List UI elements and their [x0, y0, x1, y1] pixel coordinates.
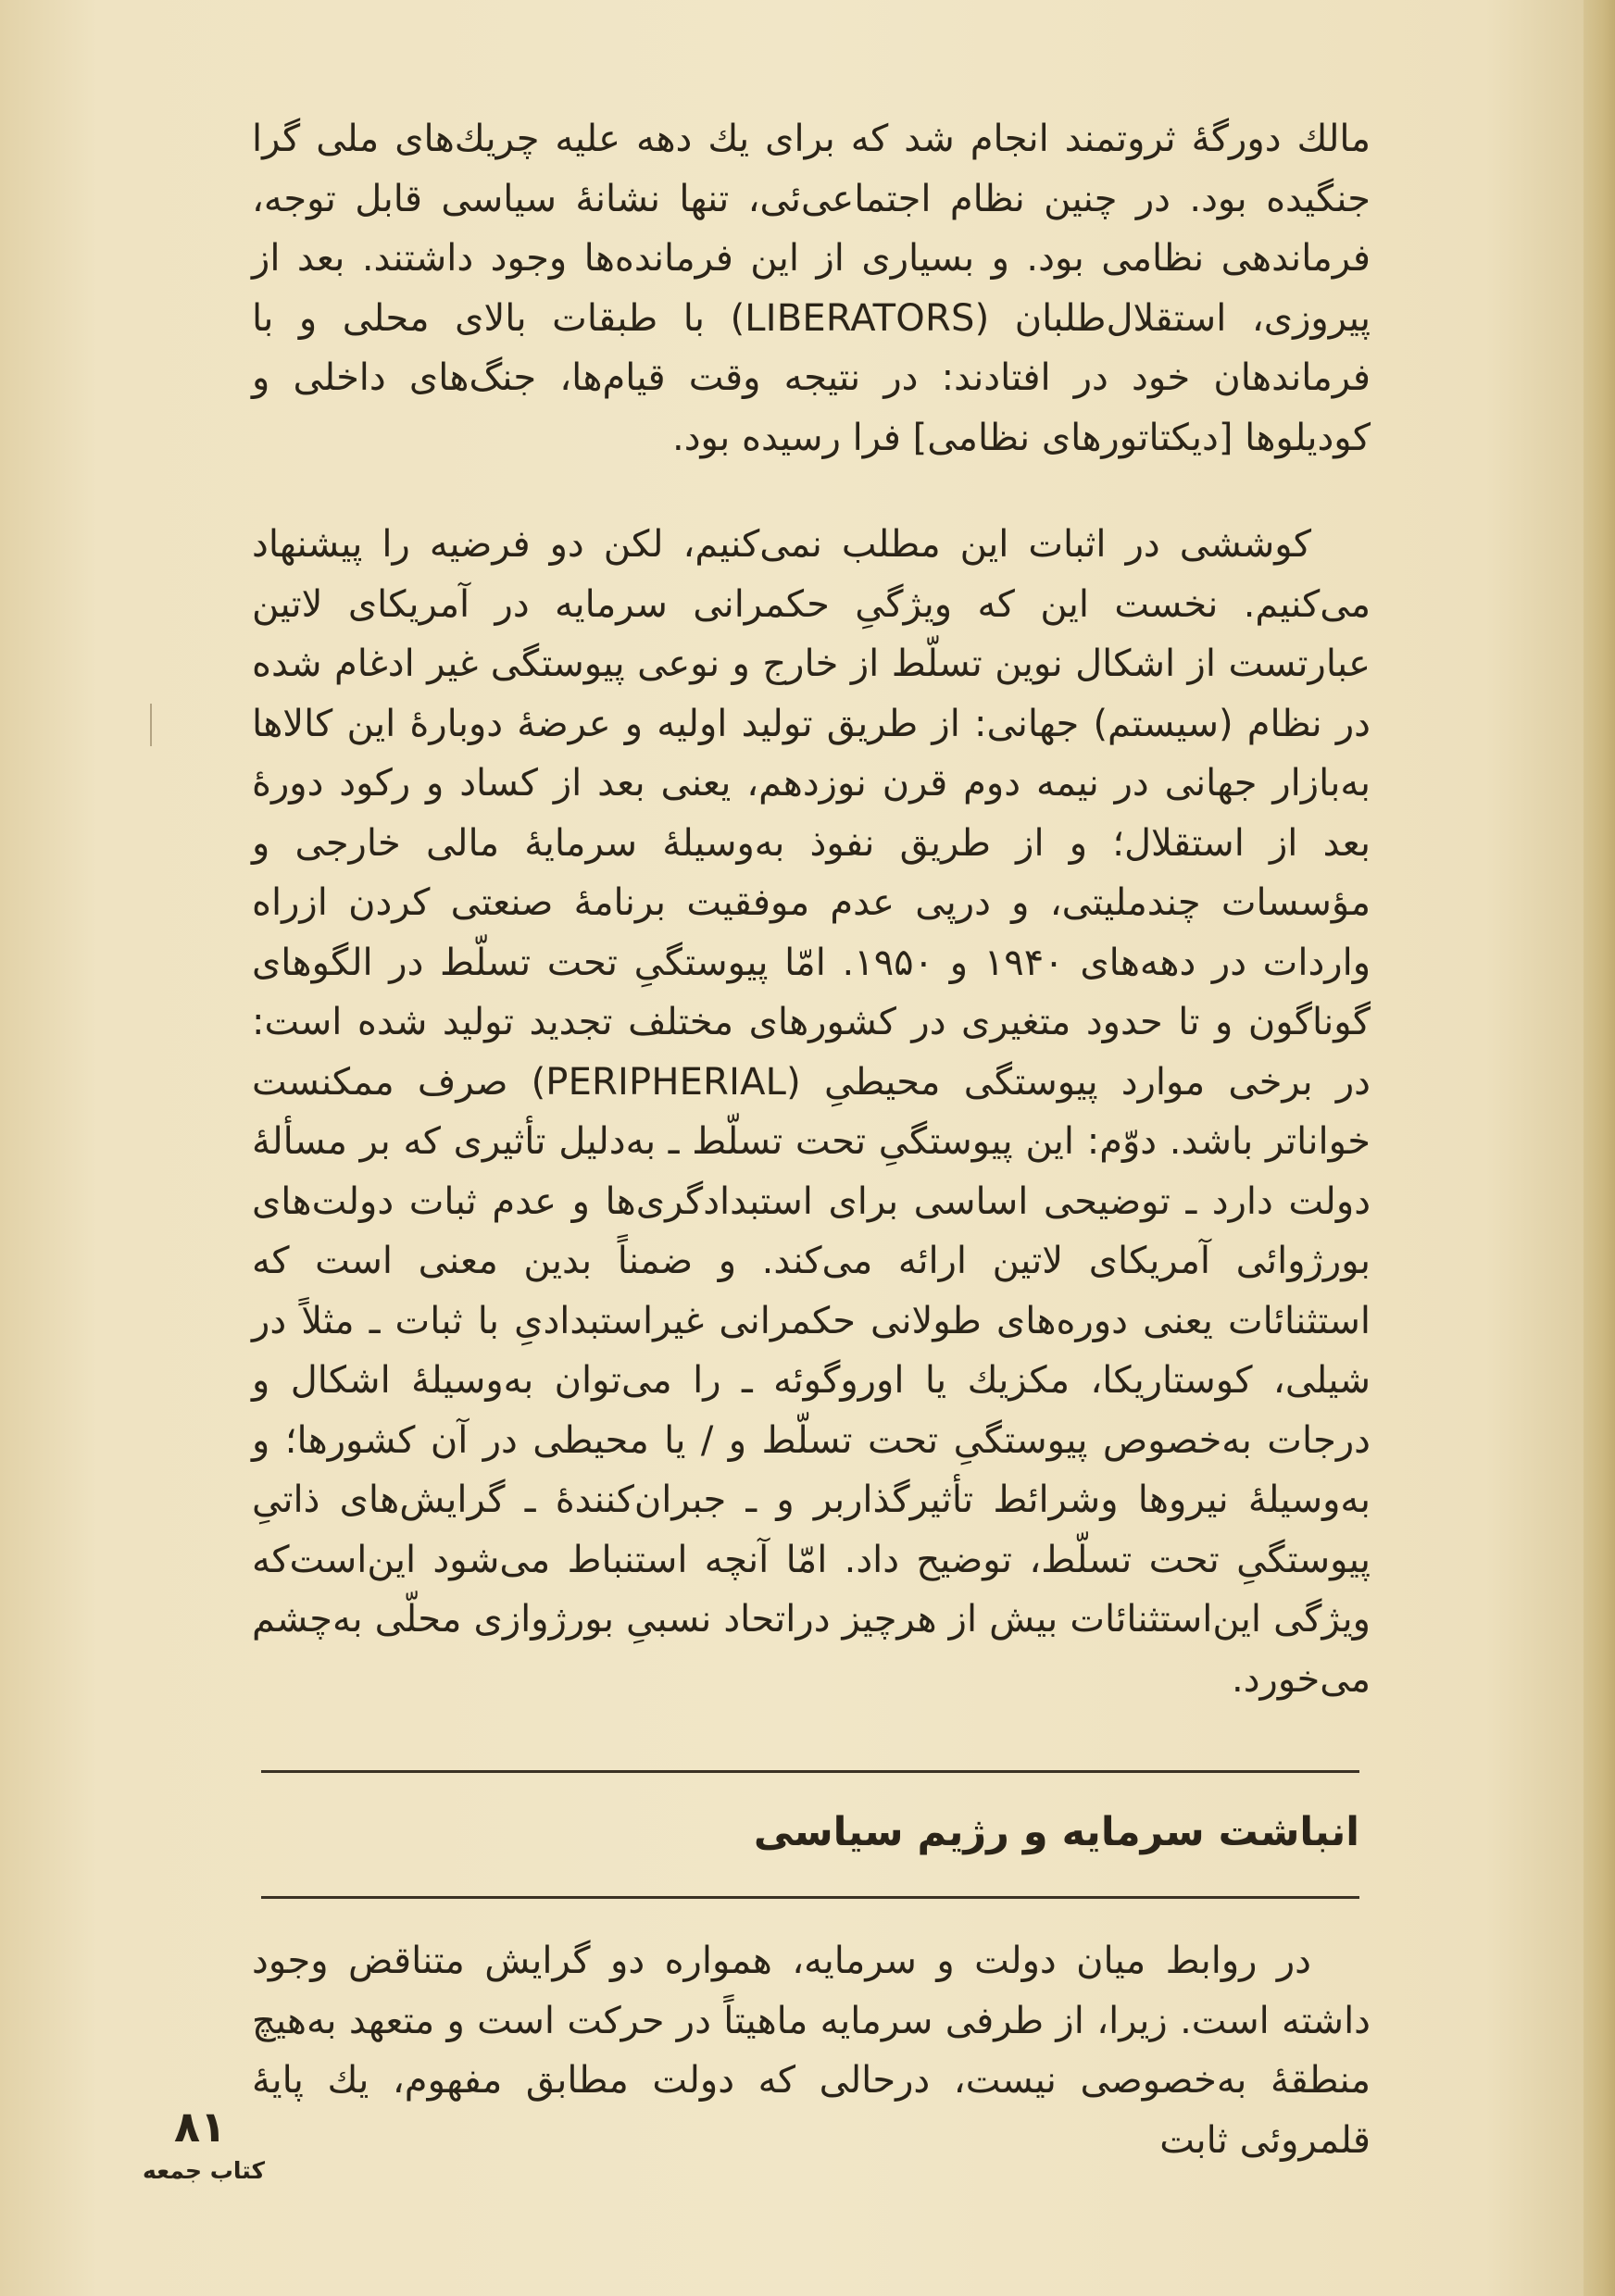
section-rule-top	[261, 1770, 1359, 1773]
publication-footer: کتاب جمعه	[143, 2157, 266, 2184]
section-heading: انباشت سرمایه و رژیم سیاسی	[753, 1809, 1359, 1855]
page-edge	[1584, 0, 1615, 2296]
body-paragraph-1: مالك دورگهٔ ثروتمند انجام شد که برای یك دهه علیه چریك‌های ملی گرا جنگیده بود. در چنین نظام اجتماعی‌ئی، تنها نشانهٔ سیاسی قابل توجه، فرماندهی نظامی بود. و بسیاری از این فرمانده‌ها وجود داشتند. بعد از پیروزی، استقلال‌طلبان (LIBERATORS) با طبقات بالای محلی و با فرماندهان خود در افتادند: در نتیجه وقت قیام‌ها، جنگ‌های داخلی و کودیلوها [دیکتاتورهای نظامی] فرا رسیده بود.	[252, 118, 1371, 459]
page-number: ۸۱	[174, 2102, 227, 2152]
section-paragraph: در روابط میان دولت و سرمایه، همواره دو گرایش متناقض وجود داشته است. زیرا، از طرفی سرمایه ماهیتاً در حرکت است و متعهد به‌هیچ منطقهٔ به‌خصوصی نیست، درحالی که دولت مطابق مفهوم، یك پایهٔ قلمروئی ثابت	[252, 1940, 1371, 2162]
print-mark	[150, 704, 152, 746]
body-paragraph-2: کوششی در اثبات این مطلب نمی‌کنیم، لکن دو فرضیه را پیشنهاد می‌کنیم. نخست این که ویژگیِ حکمرانی سرمایه در آمریکای لاتین عبارتست از اشکال نوین تسلّط از خارج و نوعی پیوستگی غیر ادغام شده در نظام (سیستم) جهانی: از طریق تولید اولیه و عرضهٔ دوبارهٔ این کالاها به‌بازار جهانی در نیمه دوم قرن نوزدهم، یعنی بعد از کساد و رکود دورهٔ بعد از استقلال؛ و از طریق نفوذ به‌وسیلهٔ سرمایهٔ مالی خارجی و مؤسسات چندملیتی، و درپی عدم موفقیت برنامهٔ صنعتی کردن ازراه واردات در دهه‌های ۱۹۴۰ و ۱۹۵۰. امّا پیوستگیِ تحت تسلّط در الگوهای گوناگون و تا حدود متغیری در کشورهای مختلف تجدید تولید شده است: در برخی موارد پیوستگی محیطیِ (PERIPHERIAL) صرف ممکنست خواناتر باشد. دوّم: این پیوستگیِ تحت تسلّط ـ به‌دلیل تأثیری که بر مسألهٔ دولت دارد ـ توضیحی اساسی برای استبدادگری‌ها و عدم ثبات دولت‌های بورژوائی آمریکای لاتین ارائه می‌کند. و ضمناً بدین معنی است که استثنائات یعنی دوره‌های طولانی حکمرانی غیراستبدادیِ با ثبات ـ مثلاً در شیلی، کوستاریکا، مکزیك یا اوروگوئه ـ را می‌توان به‌وسیلهٔ اشکال و درجات به‌خصوص پیوستگیِ تحت تسلّط و / یا محیطی در آن کشورها؛ و به‌وسیلهٔ نیروها وشرائط تأثیرگذاربر و ـ جبران‌کنندهٔ ـ گرایش‌های ذاتیِ پیوستگیِ تحت تسلّط، توضیح داد. امّا آنچه استنباط می‌شود این‌است‌که ویژگی این‌استثنائات بیش از هرچیز دراتحاد نسبیِ بورژوازی محلّی به‌چشم می‌خورد.	[252, 523, 1371, 1701]
section-rule-bottom	[261, 1896, 1359, 1899]
